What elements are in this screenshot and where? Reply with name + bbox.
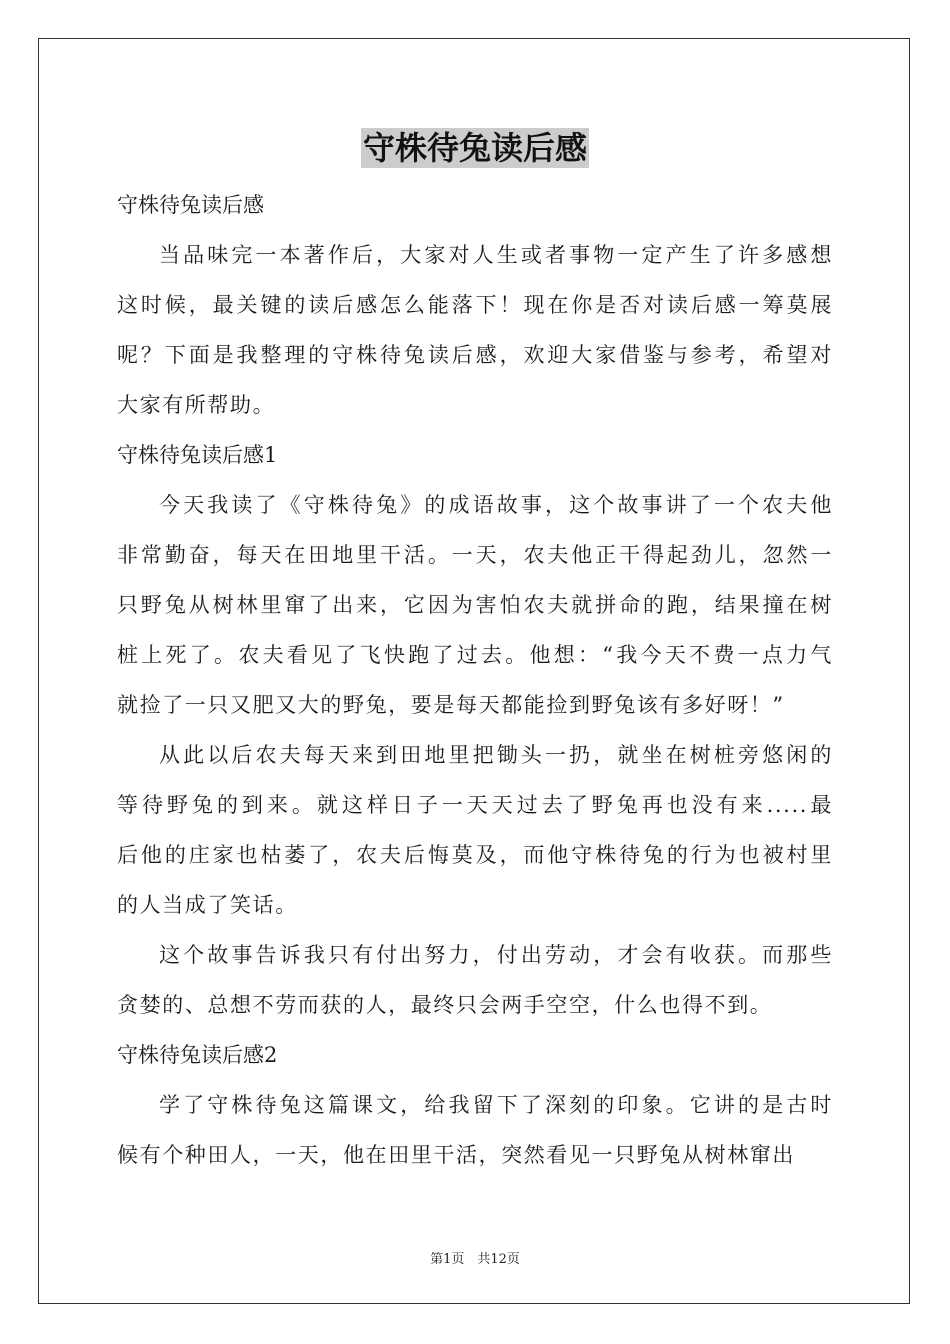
paragraph xyxy=(117,930,833,1030)
section-heading: 守株待兔读后感 xyxy=(117,193,264,217)
paragraph-line: 当品味完一本著作后，大家对人生或者事物一定产生了许多感想 xyxy=(159,243,833,267)
paragraph-line: 候有个种田人，一天，他在田里干活，突然看见一只野兔从树林窜出 xyxy=(117,1143,795,1167)
paragraph-line: 非常勤奋，每天在田地里干活。一天，农夫他正干得起劲儿，忽然一 xyxy=(117,543,833,567)
document-title: 守株待兔读后感 xyxy=(362,129,587,167)
paragraph-line: 贪婪的、总想不劳而获的人，最终只会两手空空，什么也得不到。 xyxy=(117,993,773,1017)
paragraph-line: 这时候，最关键的读后感怎么能落下！现在你是否对读后感一筹莫展 xyxy=(117,293,833,317)
paragraph-line: 等待野兔的到来。就这样日子一天天过去了野兔再也没有来.....最 xyxy=(117,793,833,817)
paragraph-line: 今天我读了《守株待兔》的成语故事，这个故事讲了一个农夫他 xyxy=(159,493,833,517)
paragraph-line: 从此以后农夫每天来到田地里把锄头一扔，就坐在树桩旁悠闲的 xyxy=(159,743,833,767)
paragraph xyxy=(117,230,833,430)
title-container xyxy=(0,128,950,168)
paragraph-line: 学了守株待兔这篇课文，给我留下了深刻的印象。它讲的是古时 xyxy=(159,1093,833,1117)
paragraph-line: 只野兔从树林里窜了出来，它因为害怕农夫就拼命的跑，结果撞在树 xyxy=(117,593,833,617)
page-footer: 第1页 共12页 xyxy=(430,1252,520,1267)
section-heading: 守株待兔读后感2 xyxy=(117,1043,278,1067)
paragraph-line: 大家有所帮助。 xyxy=(117,393,276,417)
paragraph-line: 后他的庄家也枯萎了，农夫后悔莫及，而他守株待兔的行为也被村里 xyxy=(117,843,833,867)
paragraph-line: 这个故事告诉我只有付出努力，付出劳动，才会有收获。而那些 xyxy=(159,943,833,967)
paragraph-line: 的人当成了笑话。 xyxy=(117,893,298,917)
section-heading: 守株待兔读后感1 xyxy=(117,443,278,467)
document-body xyxy=(117,180,833,1180)
paragraph-line: 就捡了一只又肥又大的野兔，要是每天都能捡到野兔该有多好呀！” xyxy=(117,693,785,717)
paragraph xyxy=(117,480,833,730)
paragraph xyxy=(117,1080,833,1180)
paragraph-line: 桩上死了。农夫看见了飞快跑了过去。他想：“我今天不费一点力气 xyxy=(117,643,833,667)
paragraph xyxy=(117,730,833,930)
paragraph-line: 呢？下面是我整理的守株待兔读后感，欢迎大家借鉴与参考，希望对 xyxy=(117,343,833,367)
